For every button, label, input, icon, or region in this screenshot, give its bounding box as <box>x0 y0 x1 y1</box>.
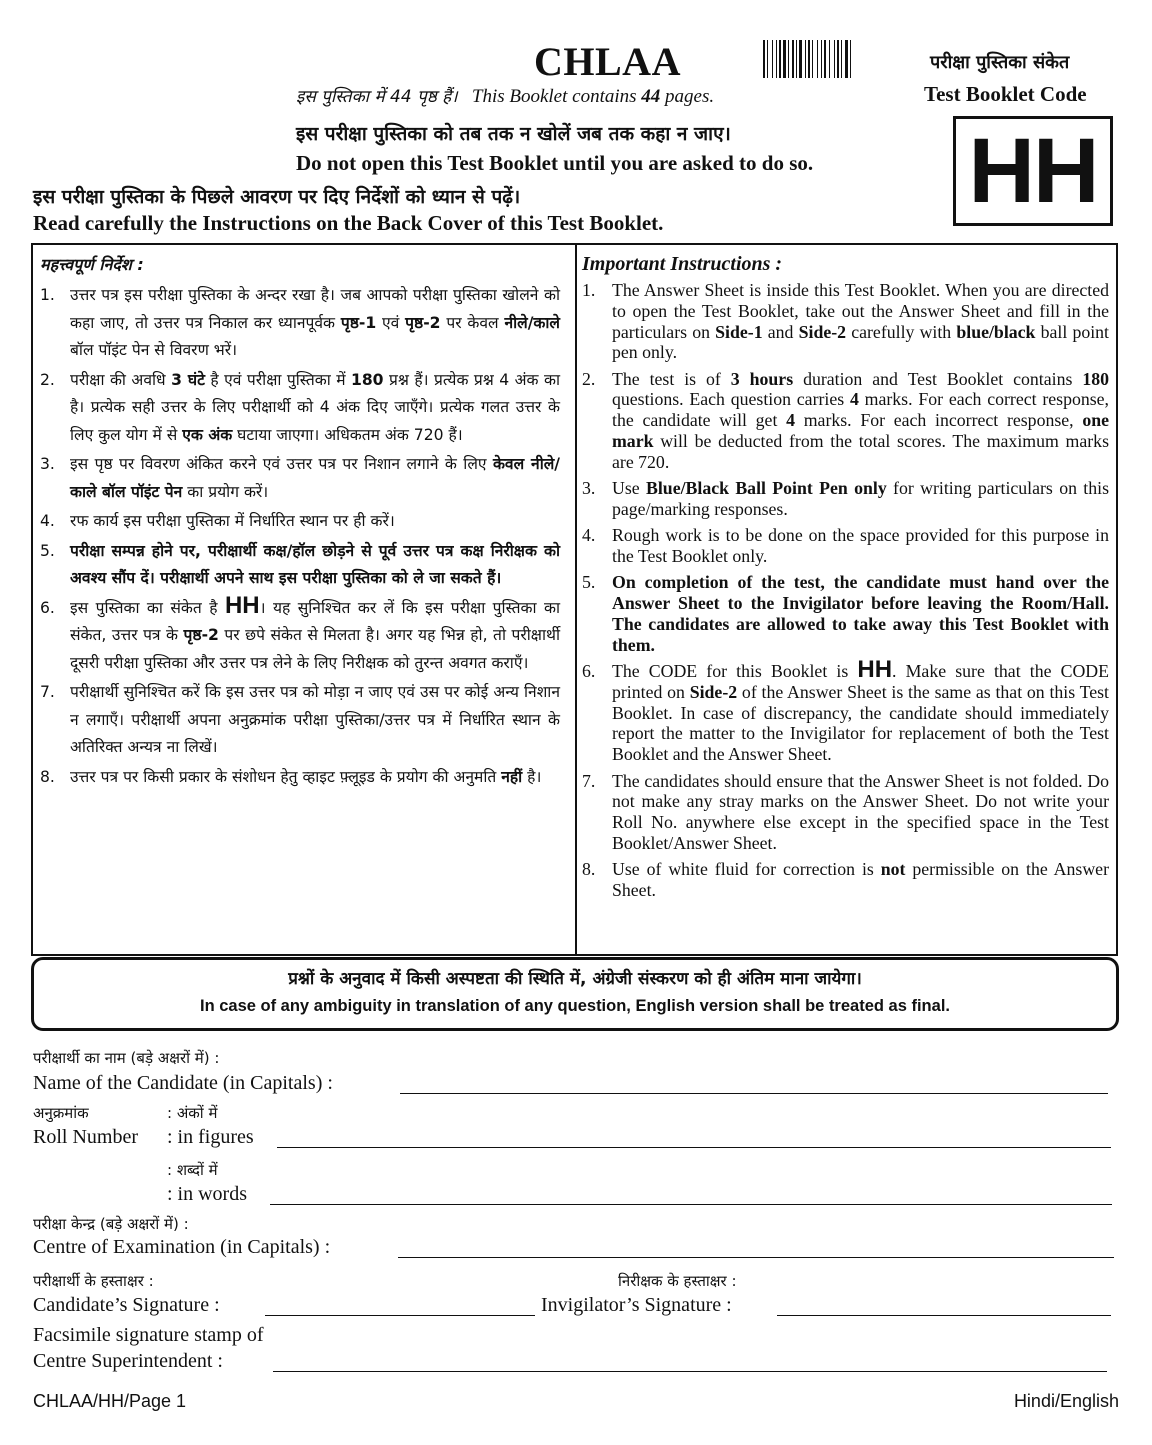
roll-words-label-en: : in words <box>167 1183 247 1205</box>
instruction-en-text-run: The CODE for this Booklet is <box>612 661 858 682</box>
instruction-en-text-run: Use of white fluid for correction is <box>612 859 881 880</box>
instruction-en-emphasis: Side-1 <box>715 321 763 342</box>
instruction-en-emphasis: not <box>880 859 906 880</box>
candidate-signature-label-en: Candidate’s Signature : <box>33 1294 220 1316</box>
instruction-en-item-7 <box>582 771 1109 854</box>
instruction-en-item-text <box>612 859 1109 901</box>
instruction-en-item-2 <box>582 369 1109 473</box>
instruction-en-item-5 <box>582 572 1109 655</box>
pages-en-suffix: pages. <box>665 86 715 107</box>
instruction-hi-item-text <box>70 538 560 593</box>
instruction-hi-text-run: एवं <box>376 313 406 332</box>
barcode-icon <box>763 40 891 78</box>
instruction-en-text-run: The Answer Sheet is inside this Test Booklet. When you are directed to open the Test Booklet, take out the Answer Sheet and fill in the particulars on <box>612 280 1109 342</box>
stamp-label-line2: Centre Superintendent : <box>33 1350 223 1372</box>
instruction-en-text-run: . Make sure that the CODE printed on <box>612 661 1109 702</box>
instruction-en-text-run: duration and Test Booklet contains <box>793 368 1083 389</box>
instruction-en-item-3 <box>582 478 1109 520</box>
stamp-label-line1: Facsimile signature stamp of <box>33 1324 264 1346</box>
instruction-en-emphasis: 4 <box>786 410 795 431</box>
instruction-en-emphasis: 180 <box>1082 368 1110 389</box>
booklet-code: HH <box>968 119 1098 222</box>
instructions-hindi <box>40 252 560 793</box>
name-label-en: Name of the Candidate (in Capitals) : <box>33 1072 333 1094</box>
instruction-en-text-run: Use <box>612 478 646 499</box>
instruction-en-emphasis: one mark <box>612 410 1109 452</box>
instruction-hi-text-run: । यह सुनिश्चित कर लें कि इस परीक्षा पुस्तिका का संकेत, उत्तर पत्र के <box>70 598 560 644</box>
instruction-hi-emphasis: एक अंक <box>182 425 233 444</box>
instruction-hi-emphasis: नीले/काले <box>504 313 560 332</box>
instruction-en-item-text <box>612 369 1109 473</box>
instruction-en-text-run: of the Answer Sheet is the same as that on this Test Booklet. In case of discrepancy, the candidate should immediately report the matter to the Invigilator for replacement of both the Test Booklet and the Answer Sheet. <box>612 681 1109 765</box>
instruction-hi-item-number: 2. <box>40 370 55 389</box>
instructions-list-en <box>582 280 1109 901</box>
booklet-code-box <box>953 116 1113 226</box>
instruction-hi-item-8 <box>40 764 560 792</box>
instruction-hi-item-number: 1. <box>40 286 55 304</box>
instruction-en-text-run: marks. For each correct response, the candidate will get <box>612 389 1109 431</box>
instruction-en-emphasis: HH <box>857 656 893 684</box>
instructions-heading-en: Important Instructions : <box>582 253 783 275</box>
instruction-hi-emphasis: नहीं <box>501 767 523 786</box>
superintendent-stamp-field[interactable] <box>273 1371 1107 1372</box>
instruction-hi-text-run: रफ कार्य इस परीक्षा पुस्तिका में निर्धारित स्थान पर ही करें। <box>70 512 395 530</box>
instruction-hi-emphasis: पृष्ठ-2 <box>183 626 219 644</box>
instruction-en-item-number: 3. <box>582 478 596 499</box>
candidate-signature-label-hi: परीक्षार्थी के हस्ताक्षर : <box>33 1272 154 1290</box>
instruction-hi-text-run: इस पृष्ठ पर विवरण अंकित करने एवं उत्तर पत्र पर निशान लगाने के लिए <box>70 455 493 473</box>
roll-figures-field[interactable] <box>277 1147 1111 1148</box>
instructions-english <box>582 252 1109 906</box>
instruction-en-item-number: 7. <box>582 770 596 791</box>
instruction-hi-item-text <box>70 764 560 792</box>
language-label: Hindi/English <box>1013 1391 1119 1411</box>
instruction-hi-item-text <box>70 591 560 678</box>
booklet-id: CHLAA <box>534 39 681 84</box>
instruction-en-item-number: 8. <box>582 859 596 880</box>
instruction-hi-item-text <box>70 282 560 365</box>
instruction-hi-item-number: 6. <box>40 598 55 617</box>
instruction-en-item-text <box>612 572 1109 655</box>
page-id: CHLAA/HH/Page 1 <box>33 1391 187 1411</box>
instruction-en-emphasis: On completion of the test, the candidate must hand over the Answer Sheet to the Invigilator before leaving the Room/Hall. The candidates are allowed to take away this Test Booklet with them. <box>612 572 1109 655</box>
instruction-en-item-number: 5. <box>582 572 596 593</box>
instruction-hi-item-text <box>70 679 560 762</box>
instruction-en-emphasis: Side-2 <box>798 321 847 342</box>
instruction-en-item-8 <box>582 859 1109 901</box>
instruction-hi-text-run: का प्रयोग करें। <box>182 482 269 501</box>
instruction-hi-item-number: 7. <box>40 683 55 701</box>
instruction-en-emphasis: 4 <box>849 389 859 410</box>
invigilator-signature-label-en: Invigilator’s Signature : <box>541 1294 732 1316</box>
instruction-en-text-run: and <box>762 321 799 342</box>
instruction-hi-emphasis: 180 <box>350 370 384 389</box>
instruction-hi-emphasis: 3 घंटे <box>171 370 205 389</box>
roll-words-field[interactable] <box>270 1204 1112 1205</box>
instruction-en-item-text <box>612 656 1109 765</box>
instruction-hi-emphasis: केवल नीले/काले बॉल पॉइंट पेन <box>70 455 560 501</box>
instruction-en-item-number: 4. <box>582 525 596 546</box>
instruction-en-item-number: 1. <box>582 280 596 300</box>
instruction-en-emphasis: Blue/Black Ball Point Pen only <box>646 478 887 499</box>
instruction-hi-item-7 <box>40 679 560 762</box>
instruction-en-item-text <box>612 771 1109 854</box>
instruction-hi-item-4 <box>40 508 560 536</box>
translation-note-hi: प्रश्नों के अनुवाद में किसी अस्पष्टता की स्थिति में, अंग्रेजी संस्करण को ही अंतिम माना जायेगा। <box>288 969 862 989</box>
instruction-en-text-run: questions. Each question carries <box>612 389 850 410</box>
booklet-code-label-hi: परीक्षा पुस्तिका संकेत <box>930 52 1070 73</box>
instruction-hi-text-run: घटाया जाएगा। अधिकतम अंक 720 हैं। <box>232 425 463 444</box>
instruction-hi-item-number: 8. <box>40 767 55 786</box>
booklet-code-label-en: Test Booklet Code <box>924 82 1087 106</box>
instruction-en-emphasis: blue/black <box>956 321 1036 342</box>
instructions-list-hi <box>40 282 560 791</box>
instruction-en-text-run: The candidates should ensure that the Answer Sheet is not folded. Do not make any stray marks on the Answer Sheet. Do not write your Roll No. anywhere else except in the specified space in the Test Booklet/Answer Sheet. <box>612 770 1109 853</box>
centre-label-hi: परीक्षा केन्द्र (बड़े अक्षरों में) : <box>33 1215 189 1233</box>
read-instructions-en: Read carefully the Instructions on the Back Cover of this Test Booklet. <box>33 211 664 235</box>
centre-field[interactable] <box>398 1257 1114 1258</box>
roll-figures-label-en: : in figures <box>167 1126 254 1148</box>
instruction-hi-item-number: 3. <box>40 455 55 473</box>
instruction-en-emphasis: Side-2 <box>689 681 738 702</box>
instruction-hi-text-run: परीक्षार्थी सुनिश्चित करें कि इस उत्तर पत्र को मोड़ा न जाए एवं उस पर कोई अन्य निशान न लगाएँ। परीक्षार्थी अपना अनुक्रमांक परीक्षा पुस्तिका/उत्तर पत्र में निर्धारित स्थान के अतिरिक्त अन्यत्र ना लिखें। <box>70 683 560 756</box>
instruction-en-emphasis: 3 hours <box>730 368 794 389</box>
instruction-hi-item-1 <box>40 282 560 365</box>
instruction-en-item-text <box>612 525 1109 567</box>
roll-figures-label-hi: : अंकों में <box>167 1104 218 1122</box>
pages-hi: इस पुस्तिका में 44 पृष्ठ हैं। <box>296 87 458 107</box>
instruction-hi-text-run: परीक्षा की अवधि <box>70 370 172 389</box>
instruction-en-item-text <box>612 478 1109 520</box>
panel-divider <box>575 243 577 956</box>
instruction-hi-text-run: इस पुस्तिका का संकेत है <box>70 598 225 617</box>
roll-label-en: Roll Number <box>33 1126 138 1148</box>
instruction-en-text-run: for writing particulars on this page/marking responses. <box>612 478 1109 519</box>
invigilator-signature-field[interactable] <box>777 1315 1111 1316</box>
candidate-signature-field[interactable] <box>265 1315 535 1316</box>
translation-note-box <box>31 957 1119 1031</box>
instruction-hi-emphasis: परीक्षा सम्पन्न होने पर, परीक्षार्थी कक्ष/हॉल छोड़ने से पूर्व उत्तर पत्र कक्ष निरीक्षक को अवश्य सौंप दें। परीक्षार्थी अपने साथ इस परीक्षा पुस्तिका को ले जा सकते हैं। <box>70 541 560 587</box>
instruction-en-text-run: ball point pen only. <box>612 321 1109 363</box>
instruction-hi-item-text <box>70 508 560 536</box>
instruction-en-item-6 <box>582 656 1109 765</box>
invigilator-signature-label-hi: निरीक्षक के हस्ताक्षर : <box>618 1272 737 1290</box>
instruction-hi-text-run: प्रश्न हैं। प्रत्येक प्रश्न 4 अंक का है। प्रत्येक सही उत्तर के लिए परीक्षार्थी को 4 अंक दिए जाएँगे। प्रत्येक गलत उत्तर के लिए कुल योग में से <box>70 370 560 444</box>
pages-en-prefix: This Booklet contains <box>471 86 637 107</box>
instruction-hi-text-run: पर छपे संकेत से मिलता है। अगर यह भिन्न हो, तो परीक्षार्थी दूसरी परीक्षा पुस्तिका और उत्तर पत्र लेने के लिए निरीक्षक को तुरन्त अवगत कराएँ। <box>70 626 560 672</box>
do-not-open-hi: इस परीक्षा पुस्तिका को तब तक न खोलें जब तक कहा न जाए। <box>296 123 731 145</box>
instruction-hi-text-run: है एवं परीक्षा पुस्तिका में <box>204 370 351 389</box>
instruction-en-item-number: 6. <box>582 661 596 682</box>
instruction-en-item-text <box>612 280 1109 363</box>
do-not-open-en: Do not open this Test Booklet until you are asked to do so. <box>296 151 814 175</box>
instruction-hi-item-3 <box>40 451 560 506</box>
instruction-hi-item-6 <box>40 591 560 678</box>
roll-label-hi: अनुक्रमांक <box>33 1104 89 1122</box>
instruction-en-item-1 <box>582 280 1109 363</box>
instruction-hi-emphasis: पृष्ठ-2 <box>405 313 441 332</box>
instruction-en-text-run: permissible on the Answer Sheet. <box>612 859 1109 901</box>
instruction-hi-item-text <box>70 367 560 450</box>
instruction-hi-item-text <box>70 451 560 506</box>
instruction-hi-emphasis: HH <box>224 591 260 619</box>
instruction-hi-text-run: पर केवल <box>440 313 505 332</box>
instruction-en-text-run: carefully with <box>846 321 957 342</box>
instruction-hi-text-run: है। <box>522 767 542 786</box>
instruction-hi-emphasis: पृष्ठ-1 <box>340 313 377 332</box>
centre-label-en: Centre of Examination (in Capitals) : <box>33 1236 331 1258</box>
instruction-hi-text-run: उत्तर पत्र पर किसी प्रकार के संशोधन हेतु व्हाइट फ़्लूइड के प्रयोग की अनुमति <box>70 767 502 786</box>
instruction-hi-item-5 <box>40 538 560 593</box>
instruction-hi-text-run: बॉल पॉइंट पेन से विवरण भरें। <box>70 341 238 359</box>
pages-line <box>296 84 714 108</box>
pages-count: 44 <box>641 86 661 107</box>
instructions-heading-hi: महत्त्वपूर्ण निर्देश : <box>40 255 144 274</box>
instruction-en-item-number: 2. <box>582 368 596 389</box>
candidate-name-field[interactable] <box>400 1093 1108 1094</box>
name-label-hi: परीक्षार्थी का नाम (बड़े अक्षरों में) : <box>33 1049 220 1067</box>
read-instructions-hi: इस परीक्षा पुस्तिका के पिछले आवरण पर दिए निर्देशों को ध्यान से पढ़ें। <box>33 186 521 208</box>
instruction-hi-item-2 <box>40 367 560 450</box>
instruction-hi-item-number: 4. <box>40 512 55 530</box>
instruction-hi-item-number: 5. <box>40 541 55 560</box>
instruction-en-item-4 <box>582 525 1109 567</box>
instruction-en-text-run: will be deducted from the total scores. The maximum marks are 720. <box>612 431 1109 472</box>
translation-note-en: In case of any ambiguity in translation of any question, English version shall be treated as final. <box>199 997 950 1015</box>
roll-words-label-hi: : शब्दों में <box>167 1161 218 1179</box>
instruction-hi-text-run: उत्तर पत्र इस परीक्षा पुस्तिका के अन्दर रखा है। जब आपको परीक्षा पुस्तिका खोलने को कहा जाए, तो उत्तर पत्र निकाल कर ध्यानपूर्वक <box>70 286 560 332</box>
instruction-en-text-run: Rough work is to be done on the space provided for this purpose in the Test Booklet only. <box>612 525 1109 567</box>
instruction-en-text-run: The test is of <box>612 368 731 389</box>
instruction-en-text-run: marks. For each incorrect response, <box>795 410 1083 431</box>
